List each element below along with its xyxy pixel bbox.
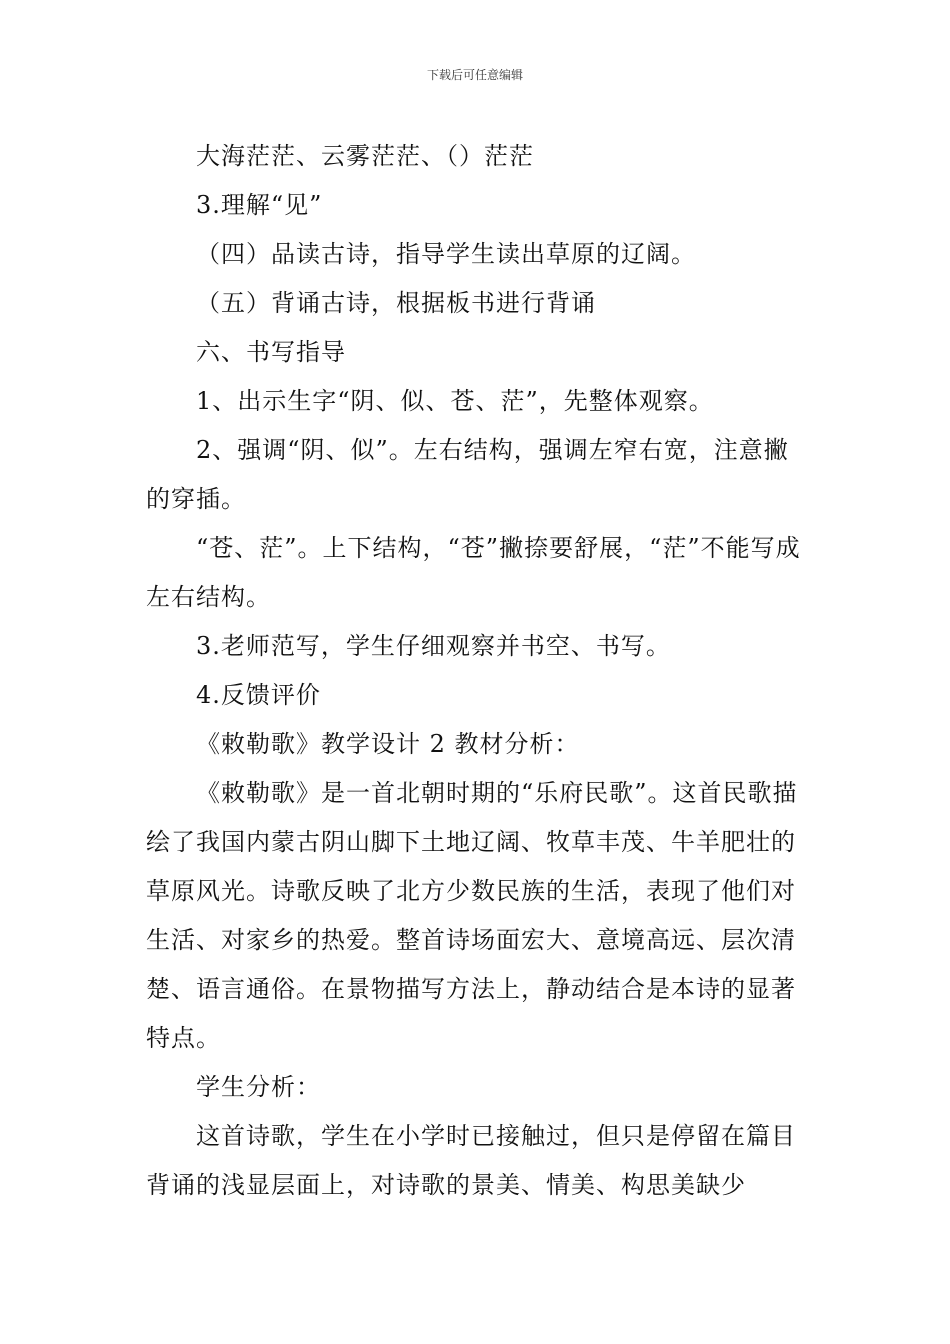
paragraph: 1、出示生字“阴、似、苍、茫”，先整体观察。: [196, 387, 714, 415]
paragraph: （五）背诵古诗，根据板书进行背诵: [196, 289, 596, 317]
paragraph: 这首诗歌，学生在小学时已接触过，但只是停留在篇目背诵的浅显层面上，对诗歌的景美、情美、构思美缺少: [146, 1122, 796, 1199]
paragraph: 大海茫茫、云雾茫茫、（）茫茫: [196, 142, 534, 170]
paragraph: 3.理解“见”: [196, 191, 323, 219]
page-header-note: 下载后可任意编辑: [426, 68, 523, 82]
section-heading: 《敕勒歌》教学设计 2 教材分析：: [196, 730, 580, 758]
section-heading: 六、书写指导: [196, 338, 346, 366]
body-text: [146, 132, 806, 1210]
paragraph: “苍、茫”。上下结构，“苍”撇捺要舒展，“茫”不能写成左右结构。: [146, 534, 801, 611]
paragraph: 2、强调“阴、似”。左右结构，强调左窄右宽，注意撇的穿插。: [146, 436, 789, 513]
paragraph: 《敕勒歌》是一首北朝时期的“乐府民歌”。这首民歌描绘了我国内蒙古阴山脚下土地辽阔、牧草丰茂、牛羊肥壮的草原风光。诗歌反映了北方少数民族的生活，表现了他们对生活、对家乡的热爱。整首诗场面宏大、意境高远、层次清楚、语言通俗。在景物描写方法上，静动结合是本诗的显著特点。: [146, 779, 798, 1052]
paragraph: （四）品读古诗，指导学生读出草原的辽阔。: [196, 240, 696, 268]
section-heading: 学生分析：: [196, 1073, 321, 1101]
paragraph: 3.老师范写，学生仔细观察并书空、书写。: [196, 632, 671, 660]
paragraph: 4.反馈评价: [196, 681, 321, 709]
